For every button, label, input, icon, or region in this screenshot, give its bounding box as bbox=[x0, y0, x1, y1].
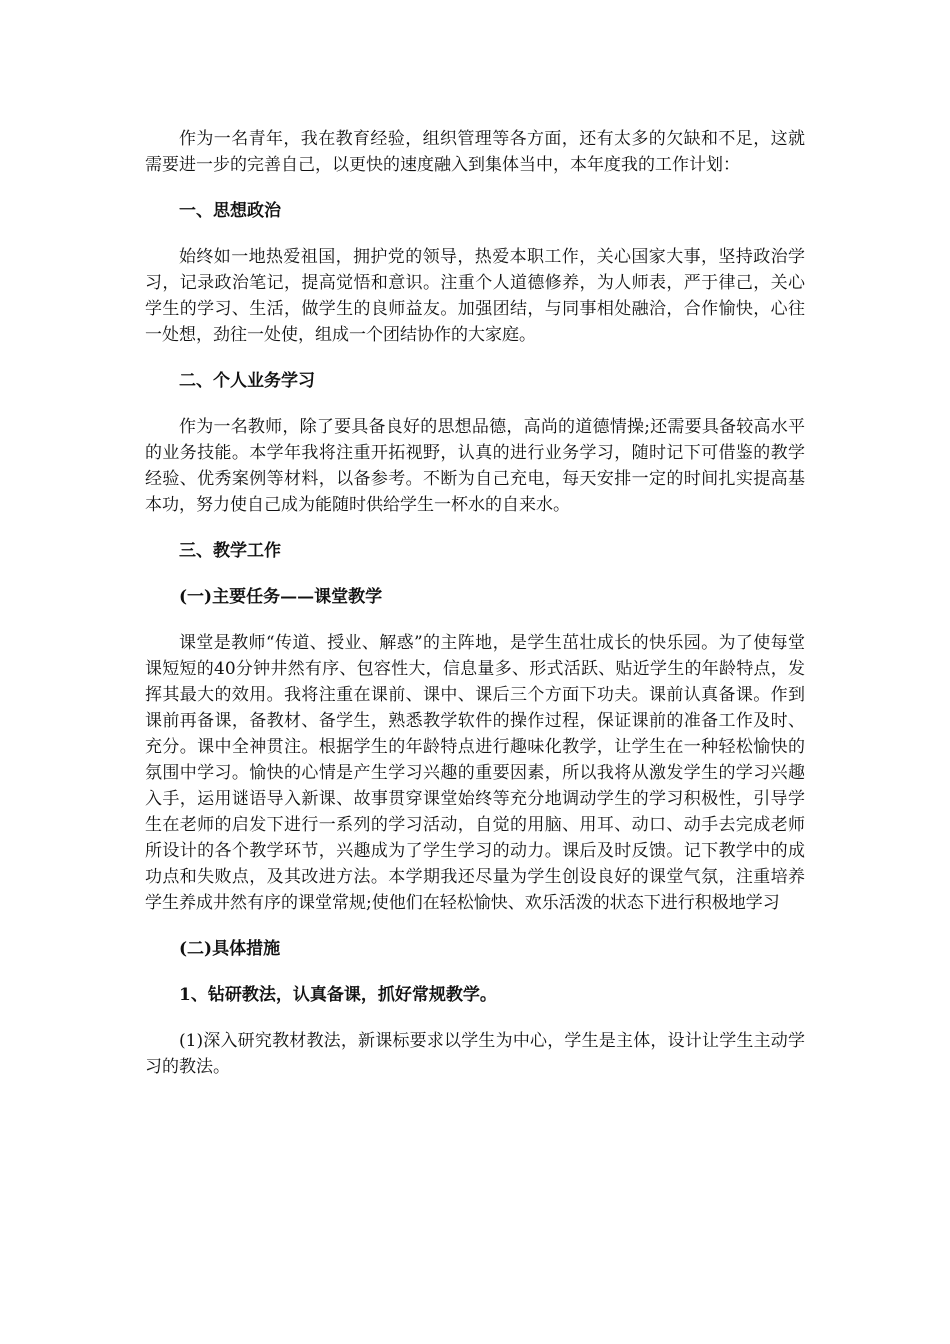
section-heading-ideology: 一、思想政治 bbox=[179, 201, 281, 221]
item-body-teaching-method: (1)深入研究教材教法，新课标要求以学生为中心，学生是主体，设计让学生主动学习的教法。 bbox=[145, 1031, 805, 1077]
subsection-heading-measures: (二)具体措施 bbox=[179, 939, 281, 959]
subsection-heading-main-task: (一)主要任务——课堂教学 bbox=[179, 587, 383, 607]
section-heading-professional-study: 二、个人业务学习 bbox=[179, 371, 315, 391]
item-heading-teaching-method: 1、钻研教法，认真备课，抓好常规教学。 bbox=[179, 985, 497, 1005]
section-heading-teaching-work: 三、教学工作 bbox=[179, 541, 281, 561]
document-page bbox=[145, 126, 805, 1080]
section-body-professional-study: 作为一名教师，除了要具备良好的思想品德，高尚的道德情操;还需要具备较高水平的业务技能。本学年我将注重开拓视野，认真的进行业务学习，随时记下可借鉴的教学经验、优秀案例等材料，以备参考。不断为自己充电，每天安排一定的时间扎实提高基本功，努力使自己成为能随时供给学生一杯水的自来水。 bbox=[145, 417, 805, 515]
subsection-body-main-task: 课堂是教师“传道、授业、解惑”的主阵地，是学生茁壮成长的快乐园。为了使每堂课短短的40分钟井然有序、包容性大，信息量多、形式活跃、贴近学生的年龄特点，发挥其最大的效用。我将注重在课前、课中、课后三个方面下功夫。课前认真备课。作到课前再备课，备教材、备学生，熟悉教学软件的操作过程，保证课前的准备工作及时、充分。课中全神贯注。根据学生的年龄特点进行趣味化教学，让学生在一种轻松愉快的氛围中学习。愉快的心情是产生学习兴趣的重要因素，所以我将从激发学生的学习兴趣入手，运用谜语导入新课、故事贯穿课堂始终等充分地调动学生的学习积极性，引导学生在老师的启发下进行一系列的学习活动，自觉的用脑、用耳、动口、动手去完成老师所设计的各个教学环节，兴趣成为了学生学习的动力。课后及时反馈。记下教学中的成功点和失败点，及其改进方法。本学期我还尽量为学生创设良好的课堂气氛，注重培养学生养成井然有序的课堂常规;使他们在轻松愉快、欢乐活泼的状态下进行积极地学习 bbox=[145, 633, 805, 913]
section-body-ideology: 始终如一地热爱祖国，拥护党的领导，热爱本职工作，关心国家大事，坚持政治学习，记录政治笔记，提高觉悟和意识。注重个人道德修养，为人师表，严于律己，关心学生的学习、生活，做学生的良师益友。加强团结，与同事相处融洽，合作愉快，心往一处想，劲往一处使，组成一个团结协作的大家庭。 bbox=[145, 247, 805, 345]
intro-paragraph: 作为一名青年，我在教育经验，组织管理等各方面，还有太多的欠缺和不足，这就需要进一步的完善自己，以更快的速度融入到集体当中，本年度我的工作计划： bbox=[145, 129, 805, 175]
